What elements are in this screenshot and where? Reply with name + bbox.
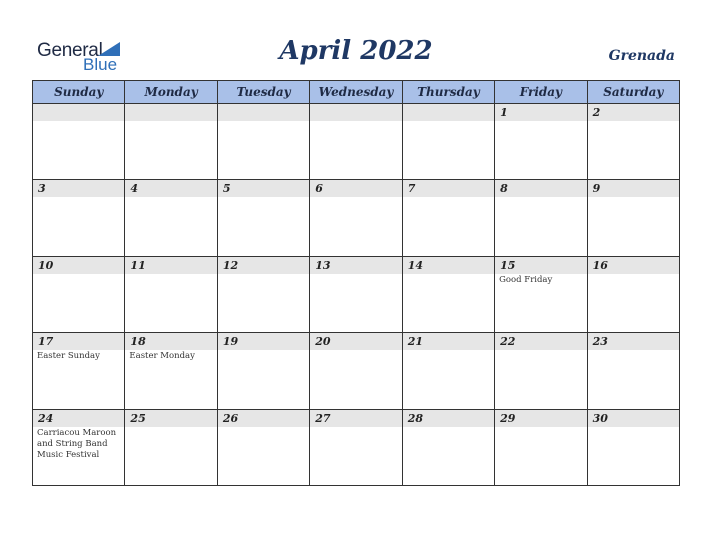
weekday-header-thursday: Thursday [403, 81, 495, 104]
day-cell [588, 180, 680, 256]
day-cell [588, 333, 680, 409]
day-cell [495, 180, 587, 256]
day-cell [33, 180, 125, 256]
day-number: 12 [218, 257, 309, 274]
day-cell [310, 104, 402, 180]
day-cell [403, 180, 495, 256]
weekday-header-saturday: Saturday [588, 81, 680, 104]
day-number: 8 [495, 180, 586, 197]
day-cell [310, 333, 402, 409]
day-cell [125, 257, 217, 333]
day-cell [495, 410, 587, 486]
day-number: 9 [588, 180, 679, 197]
day-number: 4 [125, 180, 216, 197]
day-number: 25 [125, 410, 216, 427]
day-cell [495, 333, 587, 409]
holiday-label: Easter Monday [129, 351, 195, 362]
day-cell [403, 104, 495, 180]
day-cell [125, 333, 217, 409]
day-number: 3 [33, 180, 124, 197]
day-number: 29 [495, 410, 586, 427]
logo-text-general: General [37, 40, 103, 61]
day-number: 22 [495, 333, 586, 350]
day-number: 21 [403, 333, 494, 350]
day-number: 16 [588, 257, 679, 274]
day-cell [33, 333, 125, 409]
day-cell [125, 180, 217, 256]
day-number: 30 [588, 410, 679, 427]
day-number: 20 [310, 333, 401, 350]
day-number: 13 [310, 257, 401, 274]
day-cell [33, 410, 125, 486]
day-cell [218, 257, 310, 333]
day-number [125, 104, 216, 121]
logo-text-blue: Blue [83, 55, 118, 74]
day-number: 1 [495, 104, 586, 121]
day-number: 7 [403, 180, 494, 197]
day-number: 10 [33, 257, 124, 274]
day-number: 26 [218, 410, 309, 427]
day-number: 23 [588, 333, 679, 350]
day-number: 5 [218, 180, 309, 197]
day-number: 27 [310, 410, 401, 427]
day-cell [310, 180, 402, 256]
day-cell [125, 410, 217, 486]
day-cell [33, 104, 125, 180]
day-number: 2 [588, 104, 679, 121]
day-cell [218, 180, 310, 256]
day-number: 24 [33, 410, 124, 427]
day-number: 6 [310, 180, 401, 197]
holiday-label: Easter Sunday [37, 351, 100, 362]
day-cell [33, 257, 125, 333]
day-cell [218, 104, 310, 180]
day-cell [588, 410, 680, 486]
day-number [33, 104, 124, 121]
day-cell [588, 104, 680, 180]
holiday-label: Carriacou Maroon and String Band Music Festival [37, 427, 117, 460]
day-number: 28 [403, 410, 494, 427]
day-number [403, 104, 494, 121]
calendar-grid [32, 80, 680, 486]
weekday-header-monday: Monday [125, 81, 217, 104]
day-cell [588, 257, 680, 333]
day-number: 19 [218, 333, 309, 350]
day-cell [495, 257, 587, 333]
day-cell [125, 104, 217, 180]
day-cell [218, 410, 310, 486]
calendar-title: April 2022 [279, 36, 433, 66]
day-cell [403, 410, 495, 486]
day-number [218, 104, 309, 121]
country-label: Grenada [608, 48, 675, 64]
day-cell [495, 104, 587, 180]
weekday-header-friday: Friday [495, 81, 587, 104]
day-number: 14 [403, 257, 494, 274]
day-cell [218, 333, 310, 409]
day-number [310, 104, 401, 121]
day-number: 18 [125, 333, 216, 350]
day-number: 15 [495, 257, 586, 274]
weekday-header-wednesday: Wednesday [310, 81, 402, 104]
day-number: 17 [33, 333, 124, 350]
holiday-label: Good Friday [499, 274, 553, 285]
day-cell [310, 410, 402, 486]
day-cell [310, 257, 402, 333]
weekday-header-sunday: Sunday [33, 81, 125, 104]
day-cell [403, 257, 495, 333]
day-cell [403, 333, 495, 409]
weekday-header-tuesday: Tuesday [218, 81, 310, 104]
day-number: 11 [125, 257, 216, 274]
